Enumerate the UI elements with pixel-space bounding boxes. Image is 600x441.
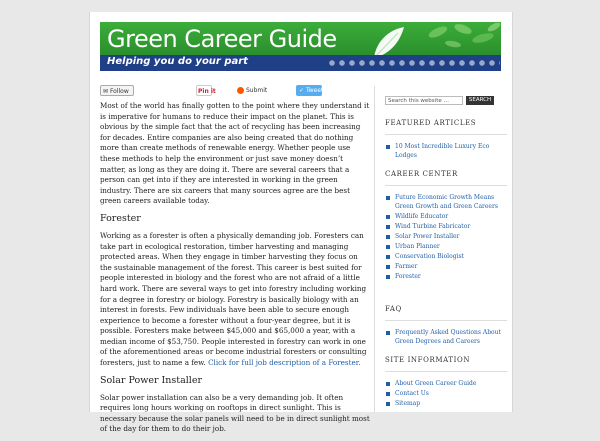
career-link[interactable] (385, 193, 507, 211)
career-link[interactable] (385, 222, 507, 231)
link-text: About Green Career Guide (395, 380, 477, 387)
article-content (100, 101, 370, 441)
bullet-icon (386, 255, 390, 259)
section-body-forester (100, 231, 370, 369)
leaves-decoration-icon (418, 22, 501, 55)
follow-label: Follow (109, 88, 129, 95)
sidebar (374, 86, 513, 412)
featured-link[interactable] (385, 142, 507, 160)
bullet-icon (386, 392, 390, 396)
bullet-icon (386, 331, 390, 335)
site-info-link[interactable] (385, 389, 507, 398)
widget-title: SITE INFORMATION (385, 356, 507, 372)
widget-title: FAQ (385, 305, 507, 321)
career-link[interactable] (385, 212, 507, 221)
career-link[interactable] (385, 242, 507, 251)
dots-decoration-icon (328, 59, 500, 69)
featured-articles-widget (385, 119, 507, 161)
link-text: Wind Turbine Fabricator (395, 223, 471, 230)
career-center-widget (385, 170, 507, 282)
bullet-icon (386, 145, 390, 149)
search-input[interactable]: Search this website … (385, 96, 463, 105)
link-text: Contact Us (395, 390, 429, 397)
link-text: Frequently Asked Questions About Green Degrees and Careers (395, 329, 501, 345)
reddit-icon (237, 87, 244, 94)
section-body-solar: Solar power installation can also be a very demanding job. It often requires long hours working on rooftops in direct sunlight. This is necessary because the solar panels will need to be in direct sunlight most of the day for them to do their job. (100, 392, 370, 434)
section-heading-solar: Solar Power Installer (100, 374, 202, 386)
site-tagline: Helping you do your part (107, 56, 248, 67)
faq-widget (385, 305, 507, 347)
forester-job-link[interactable]: Click for full job description of a Forester. (208, 358, 361, 368)
bullet-icon (386, 196, 390, 200)
faq-link[interactable] (385, 328, 507, 346)
career-link[interactable] (385, 232, 507, 241)
bullet-icon (386, 225, 390, 229)
link-text: Solar Power Installer (395, 233, 460, 240)
link-text: Conservation Biologist (395, 253, 464, 260)
widget-title: FEATURED ARTICLES (385, 119, 507, 135)
site-info-link[interactable] (385, 399, 507, 408)
search-form (385, 96, 497, 106)
link-text: 10 Most Incredible Luxury Eco Lodges (395, 143, 490, 159)
career-link[interactable] (385, 252, 507, 261)
page-container (89, 12, 513, 434)
search-button[interactable]: SEARCH (466, 96, 494, 105)
bullet-icon (386, 402, 390, 406)
site-info-link[interactable] (385, 379, 507, 388)
section-heading-forester: Forester (100, 212, 141, 224)
site-information-widget (385, 356, 507, 409)
career-link[interactable] (385, 272, 507, 281)
link-text: Wildlife Educator (395, 213, 449, 220)
tweet-label: Tweet (305, 87, 324, 94)
site-title: Green Career Guide (107, 25, 337, 53)
link-text: Urban Planner (395, 243, 440, 250)
bullet-icon (386, 275, 390, 279)
submit-button[interactable] (237, 85, 268, 96)
bullet-icon (386, 215, 390, 219)
bullet-icon (386, 235, 390, 239)
pin-it-label: Pin it (198, 88, 216, 95)
link-text: Sitemap (395, 400, 421, 407)
article-intro: Most of the world has finally gotten to the point where they understand it is imperative for humans to reduce their impact on the planet. This is obvious by the simple fact that the act of recycling has been increasing for decades. Entire companies are also being created that do nothing more than create methods of renewable energy. Whether people use these methods to help the environment or just save money doesn’t matter, as long as they are doing it. There are several careers that a person can get into if they are interested in working in the green industry. There are six careers that many sources agree are the best green careers available today. (100, 101, 370, 206)
link-text: Farmer (395, 263, 418, 270)
career-link[interactable] (385, 262, 507, 271)
widget-title: CAREER CENTER (385, 170, 507, 186)
follow-button[interactable]: ✉ Follow (100, 85, 134, 96)
submit-label: Submit (246, 87, 268, 94)
site-banner[interactable] (100, 22, 501, 71)
bullet-icon (386, 265, 390, 269)
pin-it-button[interactable] (196, 85, 216, 96)
bullet-icon (386, 245, 390, 249)
forester-body-text: Working as a forester is often a physically demanding job. Foresters can take part in ecological restoration, timber harvesting and managing protected areas. When they engage in timber harvesting they focus on the sustainable management of the forest. This career is best suited for people interested in biology and the forest who are not afraid of a little hard work. There are several ways to get into forestry including working for a degree in forestry or biology. Forestry is basically biology with an interest in forests. Few individuals have been able to secure enough experience to become a forester without a four-year degree, but it is possible. Foresters make between $45,000 and $65,000 a year, with a median income of $53,750. People interested in forestry can work in one of the aforementioned areas or become industrial foresters or consulting foresters, just to name a few. (100, 230, 367, 368)
bullet-icon (386, 382, 390, 386)
tweet-button[interactable]: ✓ Tweet (296, 85, 322, 96)
link-text: Future Economic Growth Means Green Growth and Green Careers (395, 194, 498, 210)
link-text: Forester (395, 273, 421, 280)
